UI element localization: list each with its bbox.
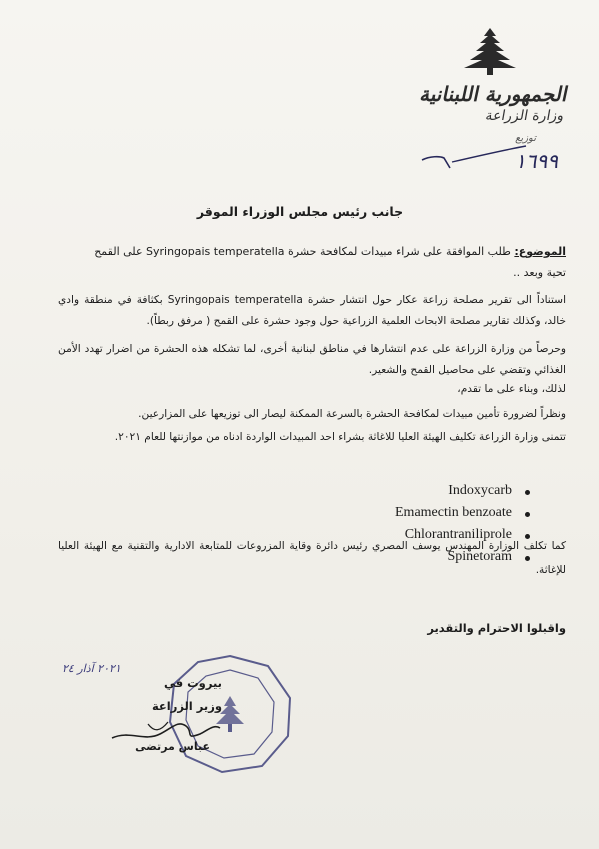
outgoing-label: توزيع (515, 133, 536, 144)
subject-text: طلب الموافقة على شراء مبيدات لمكافحة حشرة Syringopais temperatella على القمح (94, 245, 511, 258)
subject-label: الموضوع: (514, 245, 566, 258)
body-paragraph-1: استناداً الى تقرير مصلحة زراعة عكار حول انتشار حشرة Syringopais temperatella بكثافة في منطقة وادي خالد، وكذلك تقارير مصلحة الابحاث العلمية الزراعية حول وجود حشرة على القمح ( مرفق ربطاً). (58, 294, 567, 327)
minister-title: وزير الزراعة (151, 699, 222, 713)
outgoing-number-handwritten (408, 138, 568, 174)
subject-line (88, 245, 566, 258)
body-line-3: لذلك، وبناء على ما تقدم، (457, 383, 566, 395)
closing-regards: واقبلوا الاحترام والتقدير (427, 621, 566, 635)
outgoing-number-text: ١٦٩٩ (515, 149, 558, 173)
list-item: Emamectin benzoate (300, 505, 530, 527)
closing-paragraph: كما تكلف الوزارة المهندس يوسف المصري رئيس دائرة وقاية المزروعات للمتابعة الادارية والتقنية مع الهيئة العليا للإغاثة. (58, 540, 566, 576)
body-paragraph-2: وحرصاً من وزارة الزراعة على عدم انتشارها في مناطق لبنانية أخرى، لما تشكله هذه الحشرة من اضرار تهدد الأمن الغذائي وتقضي على محاصيل القمح والشعير. (58, 343, 566, 376)
addressee: جانب رئيس مجلس الوزراء الموقر (196, 204, 404, 219)
cedar-emblem-icon (458, 26, 522, 76)
republic-heading: الجمهورية اللبنانية (418, 82, 571, 106)
list-item: Spinetoram (300, 549, 530, 571)
list-item: Chlorantraniliprole (300, 527, 530, 549)
bullet-icon (525, 490, 530, 495)
date-handwritten: ٢٠٢١ آذار ٢٤ (62, 662, 121, 675)
list-item: Indoxycarb (300, 483, 530, 505)
ministry-heading: وزارة الزراعة (484, 108, 566, 124)
salutation: تحية وبعد .. (513, 266, 566, 279)
body-line-4: ونظراً لضرورة تأمين مبيدات لمكافحة الحشرة بالسرعة الممكنة ليصار الى توزيعها على المزارعين. (138, 408, 566, 420)
minister-name: عباس مرتضى (135, 740, 210, 753)
signature-place: بيروت في (163, 676, 222, 690)
body-line-5: تتمنى وزارة الزراعة تكليف الهيئة العليا للاغاثة بشراء احد المبيدات الواردة ادناه من موازنتها للعام ٢٠٢١. (114, 431, 566, 443)
bullet-icon (525, 512, 530, 517)
